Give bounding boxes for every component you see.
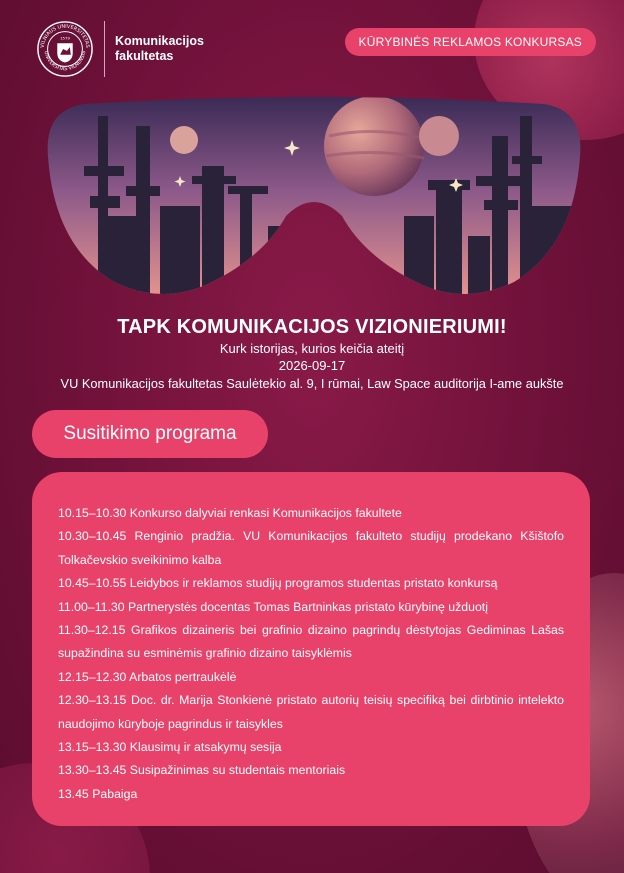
faculty-name-line2: fakultetas xyxy=(115,49,174,63)
schedule-item: 11.30–12.15 Grafikos dizaineris bei grafinio dizaino pagrindų dėstytojas Gediminas Lašas supažindina su esminėmis grafinio dizaino taisyklėmis xyxy=(58,623,564,661)
event-date: 2026-09-17 xyxy=(278,358,346,373)
schedule-item: 10.30–10.45 Renginio pradžia. VU Komunikacijos fakulteto studijų prodekano Kšištofo Tolkačevskio sveikinimo kalba xyxy=(58,529,564,567)
schedule-item: 12.15–12.30 Arbatos pertraukėlė xyxy=(58,669,237,684)
vu-seal-icon xyxy=(36,20,94,78)
event-location: VU Komunikacijos fakultetas Saulėtekio al. 9, I rūmai, Law Space auditorija I-ame aukšte xyxy=(60,376,564,391)
svg-text:UNIVERSITAS VILNENSIS: UNIVERSITAS VILNENSIS xyxy=(42,50,88,73)
visor-illustration xyxy=(44,96,584,310)
schedule-item: 11.00–11.30 Partnerystės docentas Tomas Bartninkas pristato kūrybinę užduotį xyxy=(58,599,488,614)
schedule-item: 13.45 Pabaiga xyxy=(58,786,138,801)
faculty-name-line1: Komunikacijos xyxy=(115,34,204,48)
schedule-item: 13.15–13.30 Klausimų ir atsakymų sesija xyxy=(58,740,282,755)
schedule-item: 12.30–13.15 Doc. dr. Marija Stonkienė pristato autorių teisių specifiką bei dirbtinio intelekto naudojimo kūryboje pagrindus ir taisykles xyxy=(58,693,564,731)
schedule-item: 10.15–10.30 Konkurso dalyviai renkasi Komunikacijos fakultete xyxy=(58,506,402,520)
schedule-item: 10.45–10.55 Leidybos ir reklamos studijų programos studentas pristato konkursą xyxy=(58,576,498,591)
headline-block xyxy=(0,316,624,391)
svg-text:VILNIAUS UNIVERSITETAS: VILNIAUS UNIVERSITETAS xyxy=(39,23,91,49)
svg-text:1579: 1579 xyxy=(60,35,70,41)
event-title: TAPK KOMUNIKACIJOS VIZIONIERIUMI! xyxy=(117,316,507,338)
university-logo xyxy=(36,20,204,78)
schedule-panel xyxy=(32,472,590,826)
program-heading: Susitikimo programa xyxy=(32,410,268,458)
faculty-name xyxy=(115,34,204,64)
contest-badge: KŪRYBINĖS REKLAMOS KONKURSAS xyxy=(345,28,596,56)
schedule-item: 13.30–13.45 Susipažinimas su studentais mentoriais xyxy=(58,763,346,778)
event-subtitle: Kurk istorijas, kurios keičia ateitį xyxy=(219,341,405,356)
logo-divider xyxy=(104,21,105,77)
